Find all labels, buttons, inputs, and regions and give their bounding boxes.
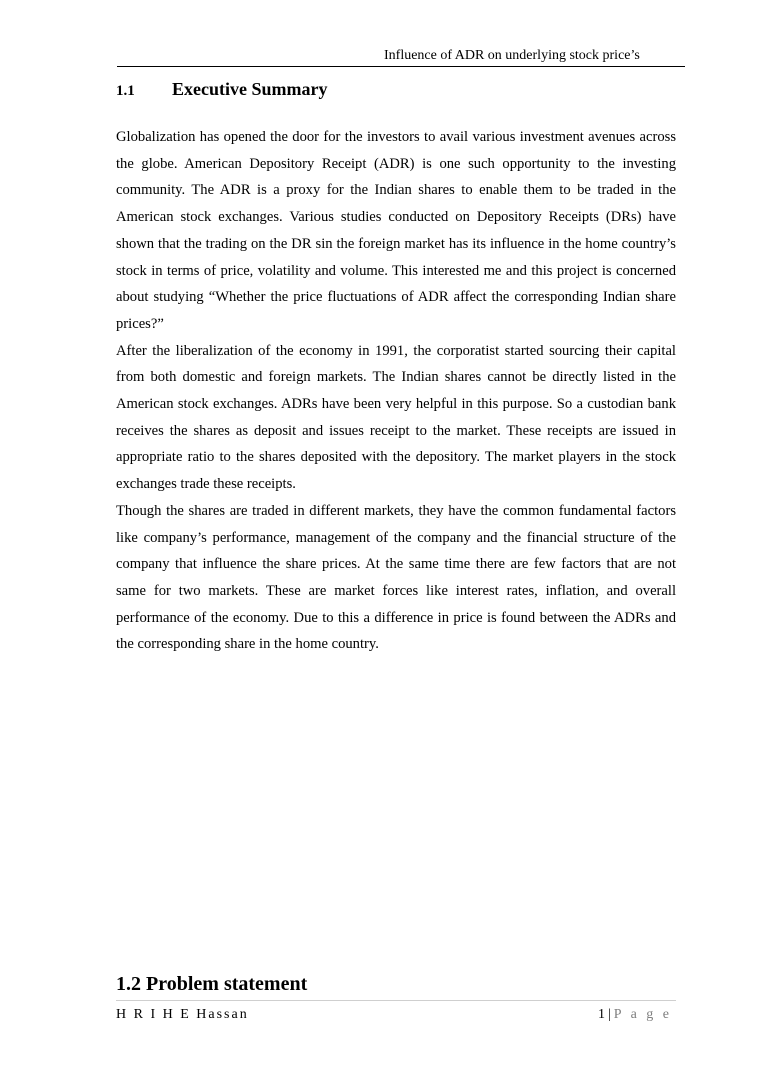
- footer-page-number: [598, 1006, 672, 1024]
- next-section-heading: 1.2 Problem statement: [116, 973, 308, 995]
- running-header-title: Influence of ADR on underlying stock price’s: [384, 48, 640, 63]
- section-heading: [116, 78, 327, 102]
- section-number: 1.1: [116, 83, 135, 99]
- body-text: [116, 124, 676, 658]
- page-label: P a g e: [613, 1007, 672, 1022]
- paragraph-2: After the liberalization of the economy in 1991, the corporatist started sourcing their capital from both domestic and foreign markets. The Indian shares cannot be directly listed in the American stock exchanges. ADRs have been very helpful in this purpose. So a custodian bank receives the shares as deposit and issues receipt to the market. These receipts are issued in appropriate ratio to the shares deposited with the depository. The market players in the stock exchanges trade these receipts.: [116, 342, 676, 493]
- footer-author: H R I H E Hassan: [116, 1007, 249, 1022]
- paragraph-1: Globalization has opened the door for the investors to avail various investment avenues across the globe. American Depository Receipt (ADR) is one such opportunity to the investing community. The ADR is a proxy for the Indian shares to enable them to be traded in the American stock exchanges. Various studies conducted on Depository Receipts (DRs) have shown that the trading on the DR sin the foreign market has its influence in the home country’s stock in terms of price, volatility and volume. This interested me and this project is concerned about studying “Whether the price fluctuations of ADR affect the corresponding Indian share prices?”: [116, 129, 676, 332]
- footer-rule: [116, 1000, 676, 1001]
- paragraph-3: Though the shares are traded in different markets, they have the common fundamental factors like company’s performance, management of the company and the financial structure of the company that influence the share prices. At the same time there are few factors that are not same for two markets. These are market forces like interest rates, inflation, and overall performance of the economy. Due to this a difference in price is found between the ADRs and the corresponding share in the home country.: [116, 502, 676, 653]
- page-separator: |: [607, 1007, 611, 1022]
- header-rule: [117, 66, 685, 67]
- page-number: 1: [597, 1007, 605, 1022]
- section-title: Executive Summary: [172, 79, 328, 99]
